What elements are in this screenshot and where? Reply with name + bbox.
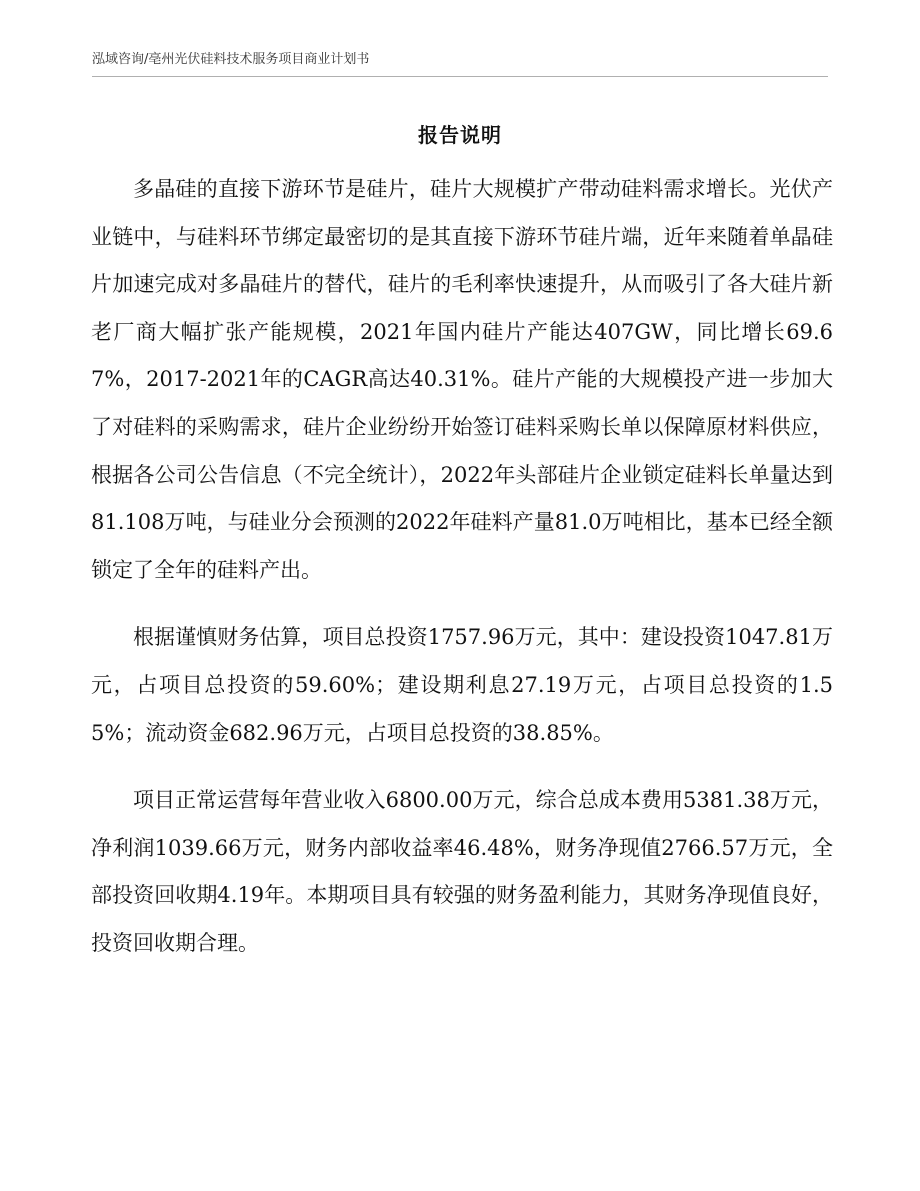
paragraph-market-overview: 多晶硅的直接下游环节是硅片，硅片大规模扩产带动硅料需求增长。光伏产业链中，与硅料环节绑定最密切的是其直接下游环节硅片端，近年来随着单晶硅片加速完成对多晶硅片的替代，硅片的毛利率快速提升，从而吸引了各大硅片新老厂商大幅扩张产能规模，2021年国内硅片产能达407GW，同比增长69.67%，2017-2021年的CAGR高达40.31%。硅片产能的大规模投产进一步加大了对硅料的采购需求，硅片企业纷纷开始签订硅料采购长单以保障原材料供应，根据各公司公告信息（不完全统计），2022年头部硅片企业锁定硅料长单量达到81.108万吨，与硅业分会预测的2022年硅料产量81.0万吨相比，基本已经全额锁定了全年的硅料产出。 bbox=[91, 177, 833, 582]
paragraph-investment-estimate: 根据谨慎财务估算，项目总投资1757.96万元，其中：建设投资1047.81万元，占项目总投资的59.60%；建设期利息27.19万元，占项目总投资的1.55%；流动资金682.96万元，占项目总投资的38.85%。 bbox=[91, 625, 833, 745]
page-title: 报告说明 bbox=[418, 123, 502, 147]
paragraph-financial-returns: 项目正常运营每年营业收入6800.00万元，综合总成本费用5381.38万元，净利润1039.66万元，财务内部收益率46.48%，财务净现值2766.57万元，全部投资回收期4.19年。本期项目具有较强的财务盈利能力，其财务净现值良好，投资回收期合理。 bbox=[91, 788, 833, 955]
page-header bbox=[92, 50, 828, 77]
report-body bbox=[91, 166, 833, 968]
header-text: 泓域咨询/亳州光伏硅料技术服务项目商业计划书 bbox=[92, 52, 370, 67]
